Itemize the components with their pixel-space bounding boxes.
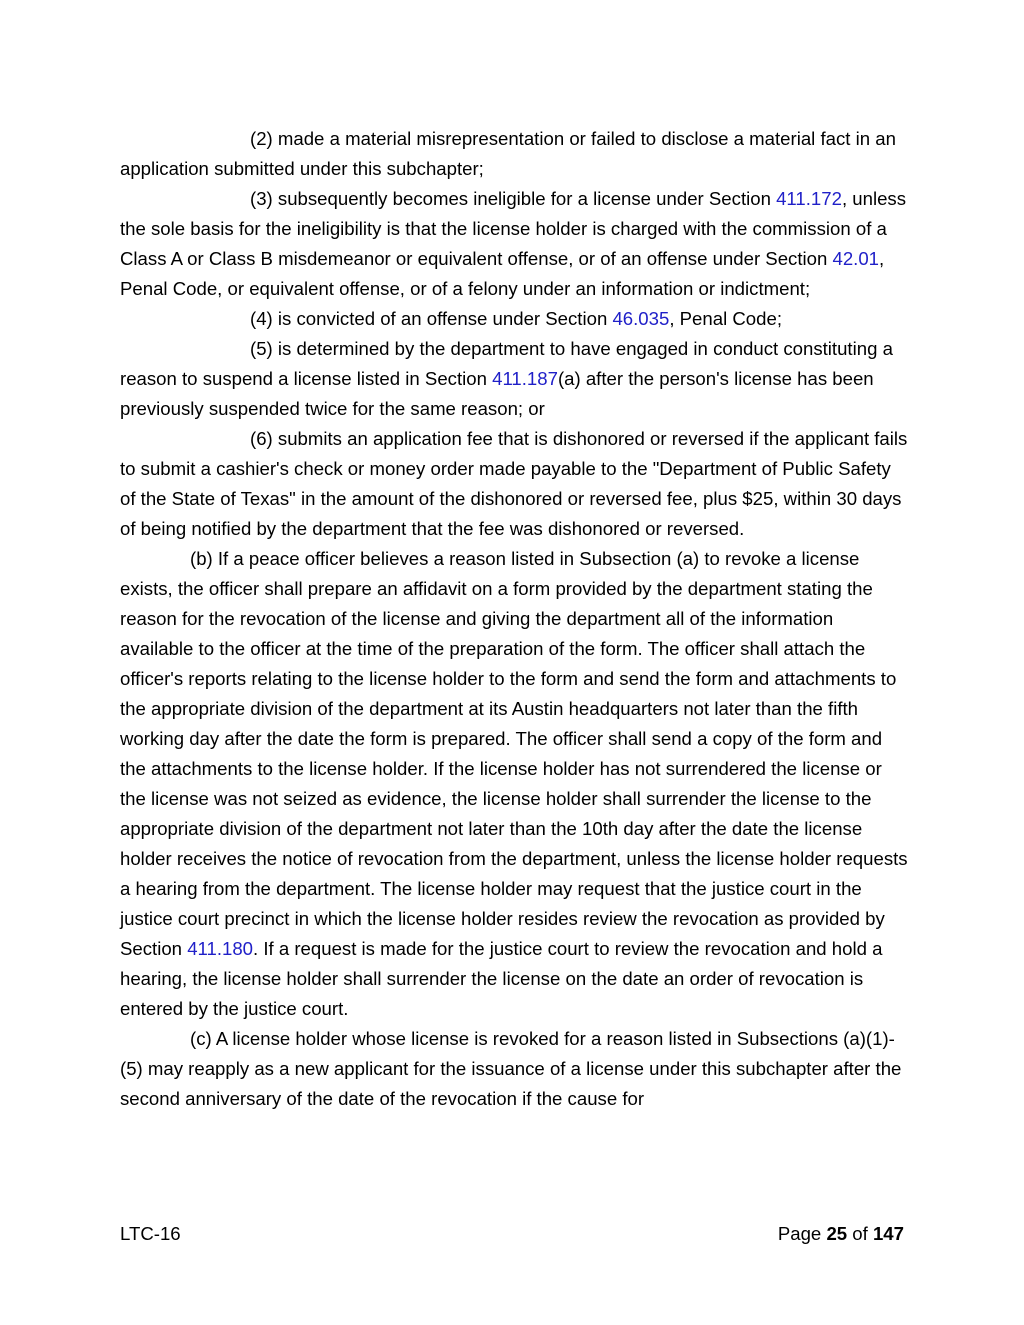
paragraph-text: (c) A license holder whose license is revoked for a reason listed in Subsections (a)(1)-(5) may reapply as a new applicant for the issuance of a license under this subchapter after the second anniversary of the date of the revocation if the cause for <box>120 1028 902 1109</box>
section-link[interactable]: 411.180 <box>187 938 254 959</box>
paragraph-text: , Penal Code, or equivalent offense, or of a felony under an information or indictment; <box>120 248 885 299</box>
paragraph <box>120 424 910 544</box>
page-prefix: Page <box>777 1223 827 1244</box>
paragraph <box>120 304 910 334</box>
section-link[interactable]: 411.187 <box>492 368 558 389</box>
paragraph <box>120 334 910 424</box>
section-link[interactable]: 411.172 <box>776 188 842 209</box>
page-indicator <box>778 1221 904 1247</box>
statute-body <box>120 124 910 1114</box>
section-link[interactable]: 46.035 <box>612 308 670 329</box>
paragraph-text: (b) If a peace officer believes a reason listed in Subsection (a) to revoke a license exists, the officer shall prepare an affidavit on a form provided by the department stating the reason for the revocation of the license and giving the department all of the information available to the officer at the time of the preparation of the form. The officer shall attach the officer's reports relating to the license holder to the form and send the form and attachments to the appropriate division of the department at its Austin headquarters not later than the fifth working day after the date the form is prepared. The officer shall send a copy of the form and the attachments to the license holder. If the license holder has not surrendered the license or the license was not seized as evidence, the license holder shall surrender the license to the appropriate division of the department not later than the 10th day after the date the license holder receives the notice of revocation from the department, unless the license holder requests a hearing from the department. The license holder may request that the justice court in the justice court precinct in which the license holder resides review the revocation as provided by Section <box>120 548 908 959</box>
paragraph-text: (a) after the person's license has been previously suspended twice for the same reason; or <box>120 368 874 419</box>
paragraph-text: , Penal Code; <box>669 308 782 329</box>
page-of: of <box>847 1223 873 1244</box>
paragraph-text: (4) is convicted of an offense under Section <box>250 308 613 329</box>
paragraph-text: (3) subsequently becomes ineligible for a license under Section <box>250 188 777 209</box>
paragraph <box>120 124 910 184</box>
paragraph <box>120 544 910 1024</box>
paragraph-text: . If a request is made for the justice court to review the revocation and hold a hearing, the license holder shall surrender the license on the date an order of revocation is entered by the justice court. <box>120 938 883 1019</box>
page-number: 25 <box>826 1223 848 1244</box>
section-link[interactable]: 42.01 <box>832 248 880 269</box>
paragraph <box>120 1024 910 1114</box>
paragraph-text: (6) submits an application fee that is dishonored or reversed if the applicant fails to submit a cashier's check or money order made payable to the "Department of Public Safety of the State of Texas" in the amount of the dishonored or reversed fee, plus $25, within 30 days of being notified by the department that the fee was dishonored or reversed. <box>120 428 908 539</box>
document-id: LTC-16 <box>120 1223 181 1244</box>
paragraph-text: , unless the sole basis for the ineligibility is that the license holder is charged with the commission of a Class A or Class B misdemeanor or equivalent offense, or of an offense under Section <box>120 188 907 269</box>
page-total: 147 <box>872 1223 904 1244</box>
paragraph <box>120 184 910 304</box>
paragraph-text: (5) is determined by the department to have engaged in conduct constituting a reason to suspend a license listed in Section <box>120 338 893 389</box>
paragraph-text: (2) made a material misrepresentation or failed to disclose a material fact in an application submitted under this subchapter; <box>120 128 896 179</box>
